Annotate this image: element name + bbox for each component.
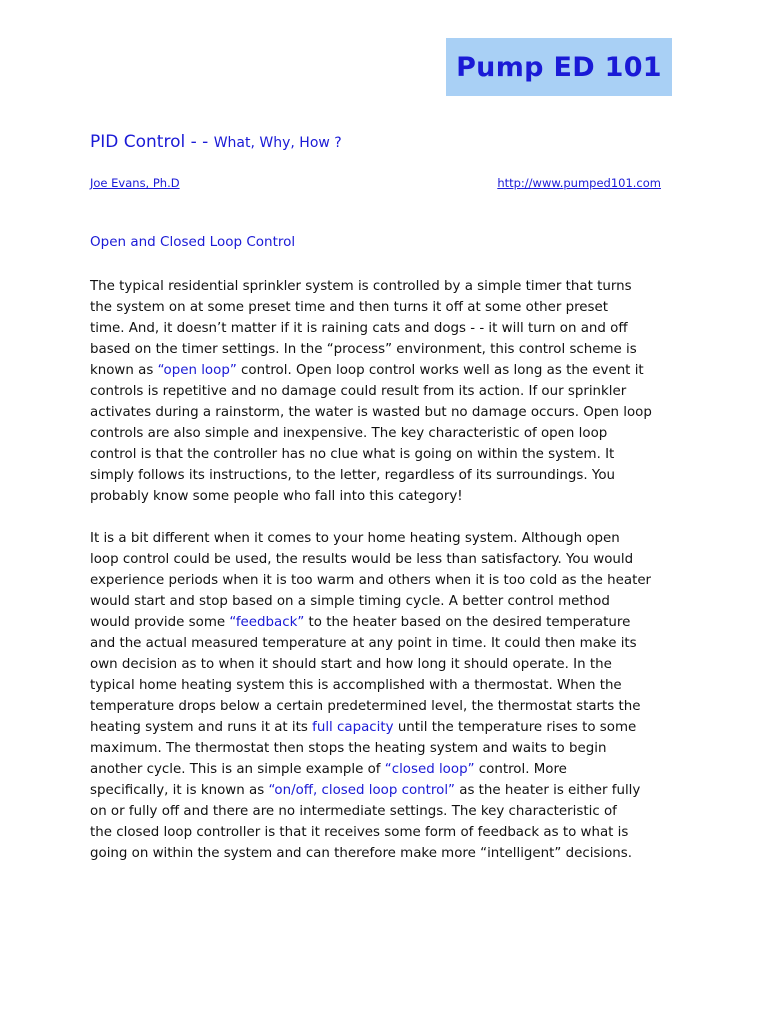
website-link[interactable]: http://www.pumped101.com: [497, 176, 661, 190]
text-line: typical home heating system this is accomplished with a thermostat. When the: [90, 678, 622, 693]
text-fragment: until the temperature rises to some: [393, 720, 637, 735]
text-line: [90, 717, 680, 738]
section-heading: Open and Closed Loop Control: [90, 234, 296, 250]
text-line: [90, 612, 680, 633]
text-line: [90, 360, 680, 381]
text-line: controls is repetitive and no damage could result from its action. If our sprinkler: [90, 384, 627, 399]
page-title-main: PID Control - -: [90, 132, 209, 152]
text-fragment: control. Open loop control works well as long as the event it: [236, 363, 644, 378]
term-on-off-closed-loop: “on/off, closed loop control”: [268, 783, 455, 798]
text-line: experience periods when it is too warm and others when it is too cold as the heater: [90, 573, 652, 588]
text-line: the closed loop controller is that it receives some form of feedback as to what is: [90, 825, 629, 840]
text-line: time. And, it doesn’t matter if it is raining cats and dogs - - it will turn on and off: [90, 321, 628, 336]
term-closed-loop: “closed loop”: [384, 762, 475, 777]
text-line: the system on at some preset time and then turns it off at some other preset: [90, 300, 608, 315]
text-line: and the actual measured temperature at any point in time. It could then make its: [90, 636, 637, 651]
text-line: based on the timer settings. In the “process” environment, this control scheme is: [90, 342, 637, 357]
author-link[interactable]: Joe Evans, Ph.D: [90, 176, 180, 190]
text-line: probably know some people who fall into this category!: [90, 489, 463, 504]
text-line: temperature drops below a certain predetermined level, the thermostat starts the: [90, 699, 641, 714]
paragraph-closed-loop: [90, 528, 680, 864]
text-line: It is a bit different when it comes to your home heating system. Although open: [90, 531, 620, 546]
text-line: would start and stop based on a simple timing cycle. A better control method: [90, 594, 610, 609]
text-fragment: heating system and runs it at its: [90, 720, 313, 735]
term-full-capacity: full capacity: [312, 720, 394, 735]
paragraph-open-loop: [90, 276, 680, 507]
text-line: going on within the system and can therefore make more “intelligent” decisions.: [90, 846, 633, 861]
text-line: simply follows its instructions, to the letter, regardless of its surroundings. You: [90, 468, 615, 483]
text-line: loop control could be used, the results would be less than satisfactory. You would: [90, 552, 634, 567]
text-fragment: to the heater based on the desired temperature: [304, 615, 631, 630]
text-fragment: control. More: [474, 762, 567, 777]
text-line: own decision as to when it should start and how long it should operate. In the: [90, 657, 612, 672]
text-line: controls are also simple and inexpensive. The key characteristic of open loop: [90, 426, 608, 441]
text-fragment: known as: [90, 363, 158, 378]
term-open-loop: “open loop”: [157, 363, 237, 378]
term-feedback: “feedback”: [229, 615, 305, 630]
text-line: on or fully off and there are no intermediate settings. The key characteristic of: [90, 804, 617, 819]
text-line: activates during a rainstorm, the water is wasted but no damage occurs. Open loop: [90, 405, 652, 420]
text-line: control is that the controller has no clue what is going on within the system. It: [90, 447, 615, 462]
text-fragment: would provide some: [90, 615, 230, 630]
text-fragment: as the heater is either fully: [454, 783, 641, 798]
text-line: [90, 780, 680, 801]
text-fragment: specifically, it is known as: [90, 783, 269, 798]
text-line: The typical residential sprinkler system is controlled by a simple timer that turns: [90, 279, 632, 294]
text-line: maximum. The thermostat then stops the heating system and waits to begin: [90, 741, 607, 756]
page-title: [90, 132, 342, 152]
brand-title: Pump ED 101: [456, 51, 662, 83]
brand-banner: [446, 38, 672, 96]
page-title-sub: What, Why, How ?: [213, 135, 342, 151]
text-fragment: another cycle. This is an simple example of: [90, 762, 385, 777]
text-line: [90, 759, 680, 780]
